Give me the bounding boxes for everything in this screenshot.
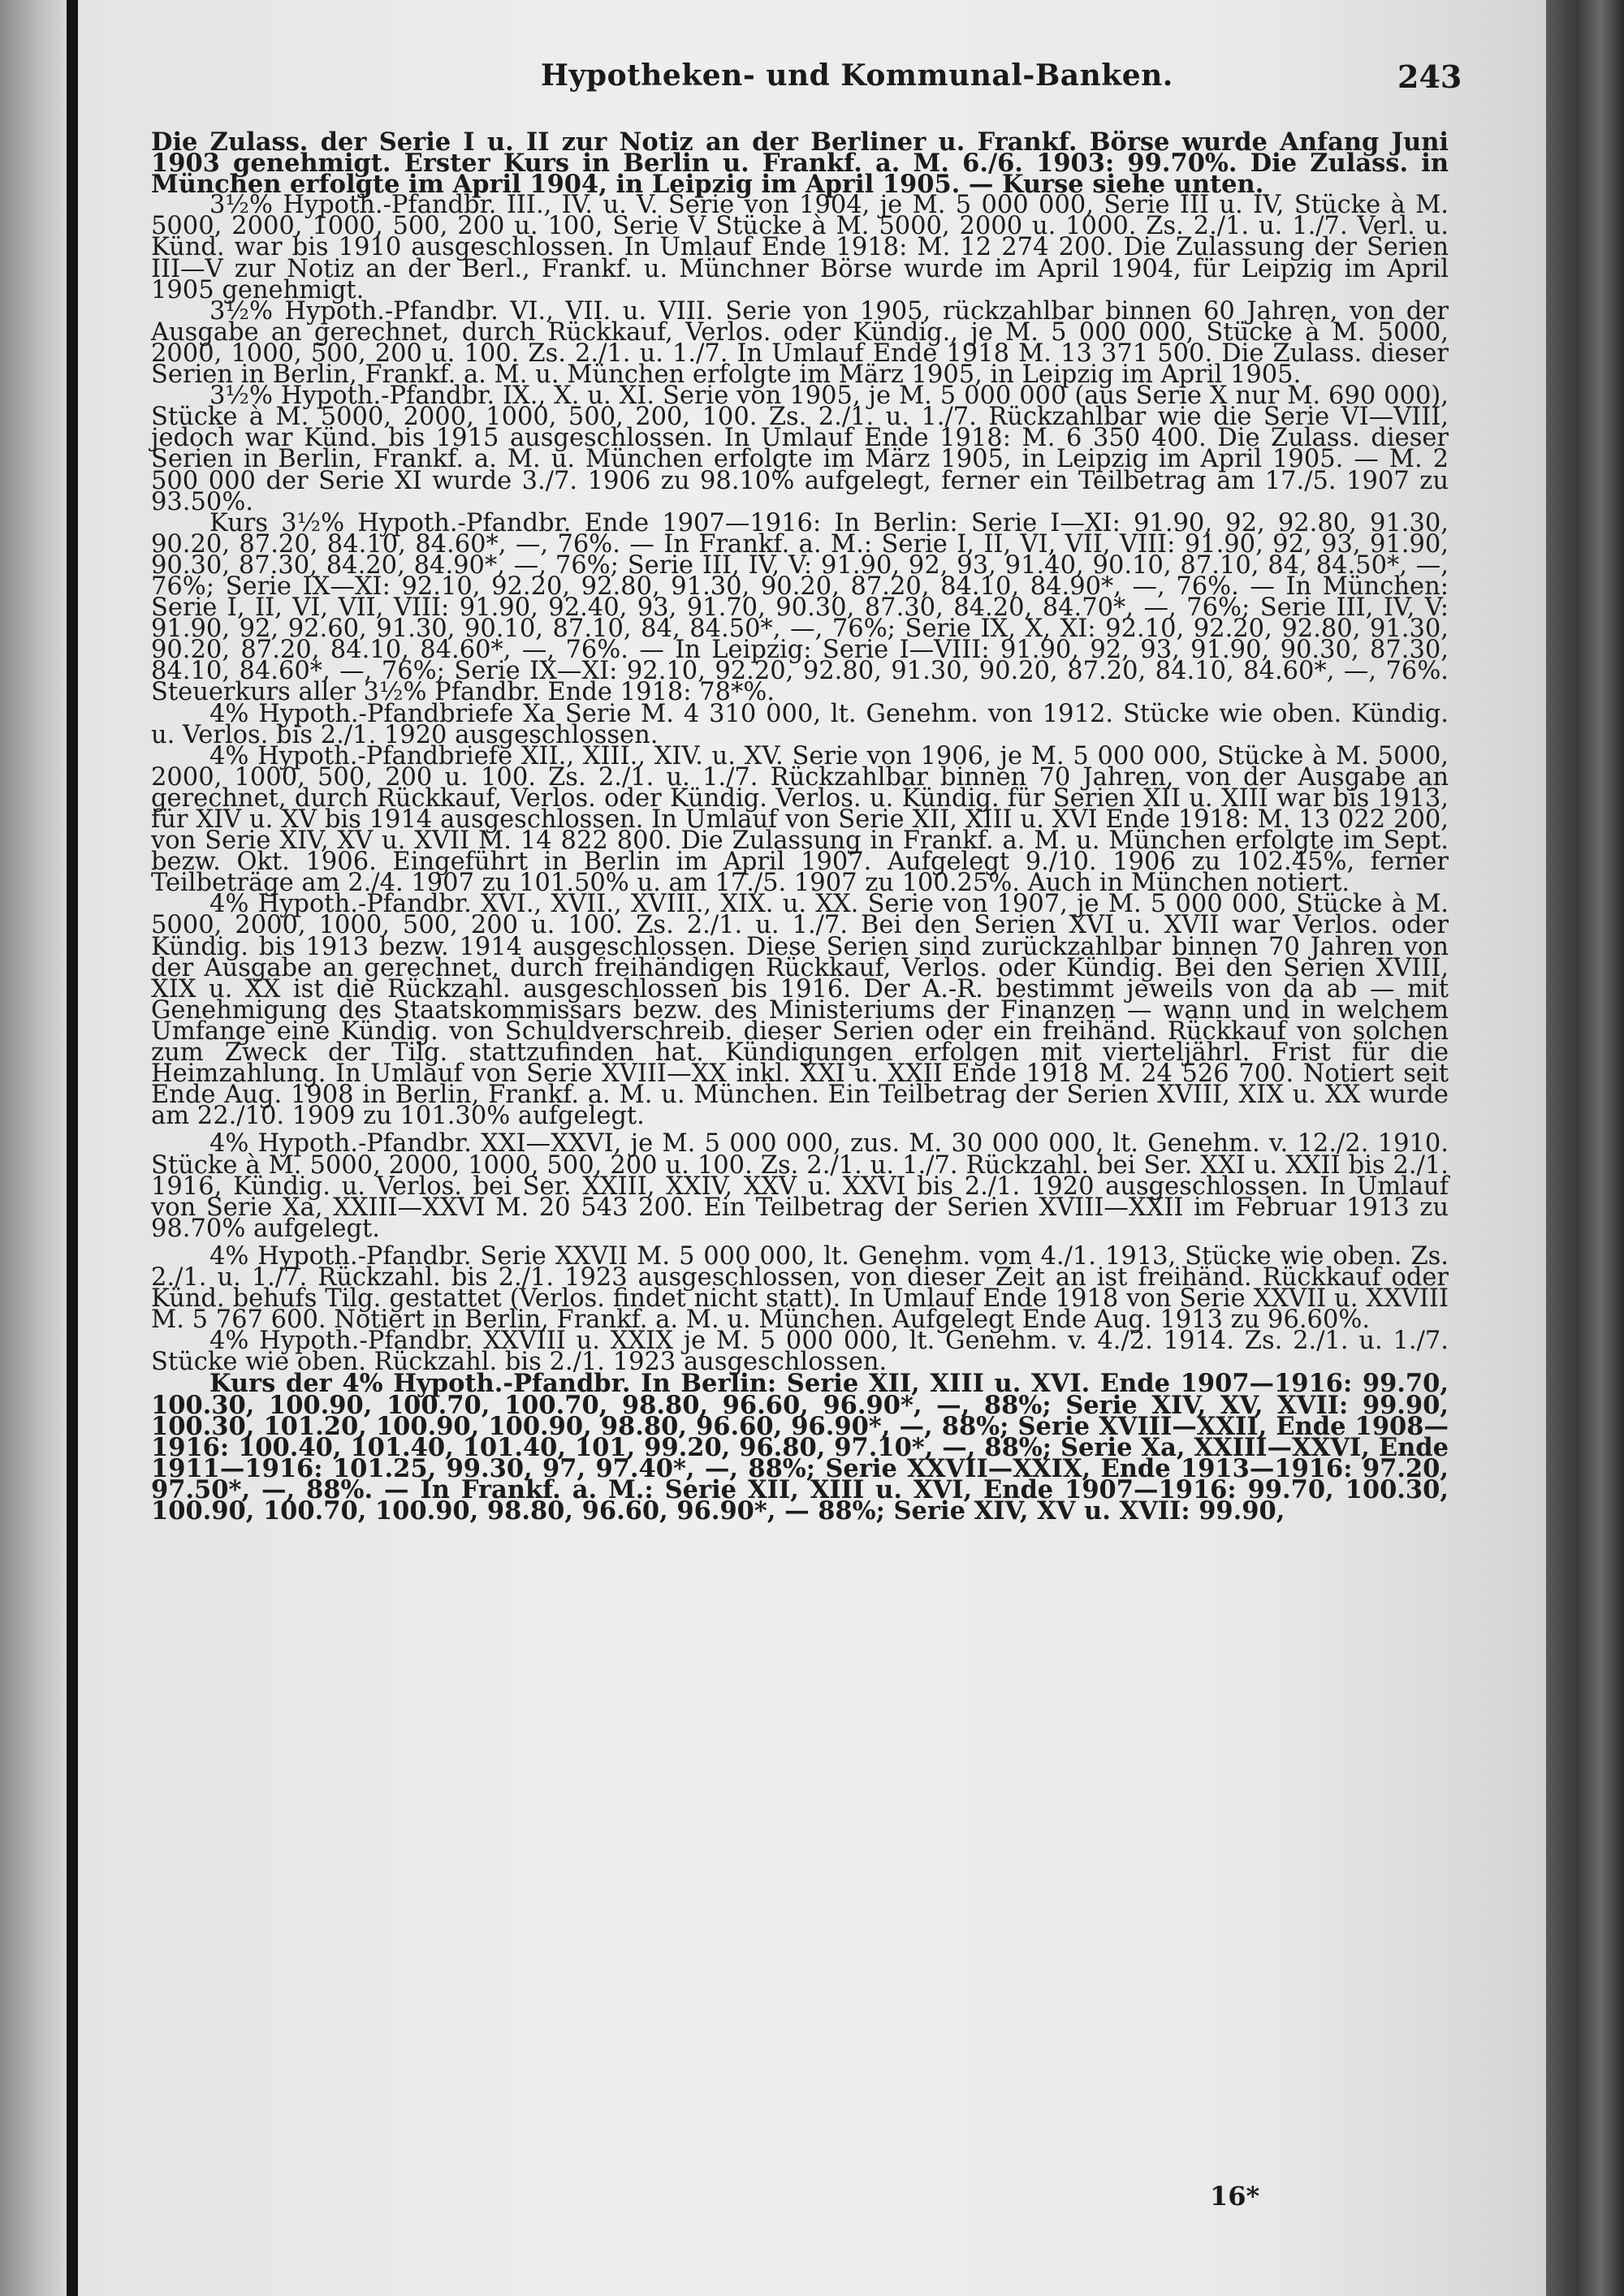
page-number: 243	[1397, 58, 1462, 95]
paragraph-kurs-4: Kurs der 4% Hypoth.-Pfandbr. In Berlin: Serie XII, XIII u. XVI. Ende 1907—1916: 99.70, 100.30, 100.90, 100.70, 100.70, 98.80, 96.60, 96.90*, —, 88%; Serie XIV, XV, XVII: 99.90, 100.30, 101.20, 100.90, 100.90, 98.80, 96.60, 96.90*, —, 88%; Serie XVIII—XXII, Ende 1908—1916: 100.40, 101.40, 101.40, 101, 99.20, 96.80, 97.10*, —, 88%; Serie Xa, XXIII—XXVI, Ende 1911—1916: 101.25, 99.30, 97, 97.40*, —, 88%; Serie XXVII—XXIX, Ende 1913—1916: 97.20, 97.50*, —, 88%. — In Frankf. a. M.: Serie XII, XIII u. XVI, Ende 1907—1916: 99.70, 100.30, 100.90, 100.70, 100.90, 98.80, 96.60, 96.90*, — 88%; Serie XIV, XV u. XVII: 99.90,	[151, 1369, 1449, 1526]
body-text	[151, 127, 1449, 1526]
running-title: Hypotheken- und Kommunal-Banken.	[541, 58, 1173, 93]
adjacent-page-strip	[0, 0, 67, 2296]
paragraph-series-xxi-xxvi: 4% Hypoth.-Pfandbr. XXI—XXVI, je M. 5 000 000, zus. M. 30 000 000, lt. Genehm. v. 12./2. 1910. Stücke à M. 5000, 2000, 1000, 500, 200 u. 100. Zs. 2./1. u. 1./7. Rückzahl. bei Ser. XXI u. XXII bis 2./1. 1916, Kündig. u. Verlos. bei Ser. XXIII, XXIV, XXV u. XXVI bis 2./1. 1920 ausgeschlossen. In Umlauf von Serie Xa, XXIII—XXVI M. 20 543 200. Ein Teilbetrag der Serien XVIII—XXII im Februar 1913 zu 98.70% aufgelegt.	[151, 1129, 1449, 1243]
paragraph-zulassung: Die Zulass. der Serie I u. II zur Notiz an der Berliner u. Frankf. Börse wurde Anfang Juni 1903 genehmigt. Erster Kurs in Berlin u. Frankf. a. M. 6./6. 1903: 99.70%. Die Zulass. in München erfolgte im April 1904, in Leipzig im April 1905. — Kurse siehe unten.	[151, 127, 1449, 200]
running-header	[78, 55, 1462, 104]
paragraph-series-ix-xi: 3½% Hypoth.-Pfandbr. IX., X. u. XI. Serie von 1905, je M. 5 000 000 (aus Serie X nur M. 690 000), Stücke à M. 5000, 2000, 1000, 500, 200, 100. Zs. 2./1. u. 1./7. Rückzahlbar wie die Serie VI—VIII, jedoch war Künd. bis 1915 ausgeschlossen. In Umlauf Ende 1918: M. 6 350 400. Die Zulass. dieser Serien in Berlin, Frankf. a. M. u. München erfolgte im März 1905, in Leipzig im April 1905. — M. 2 500 000 der Serie XI wurde 3./7. 1906 zu 98.10% aufgelegt, ferner ein Teilbetrag am 17./5. 1907 zu 93.50%.	[151, 382, 1449, 516]
paragraph-series-xvi-xx: 4% Hypoth.-Pfandbr. XVI., XVII., XVIII., XIX. u. XX. Serie von 1907, je M. 5 000 000, Stücke à M. 5000, 2000, 1000, 500, 200 u. 100. Zs. 2./1. u. 1./7. Bei den Serien XVI u. XVII war Verlos. oder Kündig. bis 1913 bezw. 1914 ausgeschlossen. Diese Serien sind zurückzahlbar binnen 70 Jahren von der Ausgabe an gerechnet, durch freihändigen Rückkauf, Verlos. oder Kündig. Bei den Serien XVIII, XIX u. XX ist die Rückzahl. ausgeschlossen bis 1916. Der A.-R. bestimmt jeweils von da ab — mit Genehmigung des Staatskommissars bezw. des Ministeriums der Finanzen — wann und in welchem Umfange eine Kündig. von Schuldverschreib. dieser Serien oder ein freihänd. Rückkauf von solchen zum Zweck der Tilg. stattzufinden hat. Kündigungen erfolgen mit vierteljährl. Frist für die Heimzahlung. In Umlauf von Serie XVIII—XX inkl. XXI u. XXII Ende 1918 M. 24 526 700. Notiert seit Ende Aug. 1908 in Berlin, Frankf. a. M. u. München. Ein Teilbetrag der Serien XVIII, XIX u. XX wurde am 22./10. 1909 zu 101.30% aufgelegt.	[151, 890, 1449, 1131]
paragraph-series-xxvii: 4% Hypoth.-Pfandbr. Serie XXVII M. 5 000 000, lt. Genehm. vom 4./1. 1913, Stücke wie oben. Zs. 2./1. u. 1./7. Rückzahl. bis 2./1. 1923 ausgeschlossen, von dieser Zeit an ist freihänd. Rückkauf oder Künd. behufs Tilg. gestattet (Verlos. findet nicht statt). In Umlauf Ende 1918 von Serie XXVII u. XXVIII M. 5 767 600. Notiert in Berlin, Frankf. a. M. u. München. Aufgelegt Ende Aug. 1913 zu 96.60%.	[151, 1241, 1449, 1335]
paragraph-series-xa: 4% Hypoth.-Pfandbriefe Xa Serie M. 4 310 000, lt. Genehm. von 1912. Stücke wie oben. Kündig. u. Verlos. bis 2./1. 1920 ausgeschlossen.	[151, 699, 1449, 749]
paragraph-series-vi-viii: 3½% Hypoth.-Pfandbr. VI., VII. u. VIII. Serie von 1905, rückzahlbar binnen 60 Jahren, von der Ausgabe an gerechnet, durch Rückkauf, Verlos. oder Kündig., je M. 5 000 000, Stücke à M. 5000, 2000, 1000, 500, 200 u. 100. Zs. 2./1. u. 1./7. In Umlauf Ende 1918 M. 13 371 500. Die Zulass. dieser Serien in Berlin, Frankf. a. M. u. München erfolgte im März 1905, in Leipzig im April 1905.	[151, 296, 1449, 390]
book-spine-shadow	[67, 0, 78, 2296]
sheet-signature: 16*	[1210, 2181, 1260, 2212]
paragraph-kurs-3-5: Kurs 3½% Hypoth.-Pfandbr. Ende 1907—1916: In Berlin: Serie I—XI: 91.90, 92, 92.80, 91.30, 90.20, 87.20, 84.10, 84.60*, —, 76%. — In Frankf. a. M.: Serie I, II, VI, VII, VIII: 91.90, 92, 93, 91.90, 90.30, 87.30, 84.20, 84.90*, —, 76%; Serie III, IV, V: 91.90, 92, 93, 91.40, 90.10, 87.10, 84, 84.50*, —, 76%; Serie IX—XI: 92.10, 92.20, 92.80, 91.30, 90.20, 87.20, 84.10, 84.90*, —, 76%. — In München: Serie I, II, VI, VII, VIII: 91.90, 92.40, 93, 91.70, 90.30, 87.30, 84.20, 84.70*, —, 76%; Serie III, IV, V: 91.90, 92, 92.60, 91.30, 90.10, 87.10, 84, 84.50*, —, 76%; Serie IX, X, XI: 92.10, 92.20, 92.80, 91.30, 90.20, 87.20, 84.10, 84.60*, —, 76%. — In Leipzig: Serie I—VIII: 91.90, 92, 93, 91.90, 90.30, 87.30, 84.10, 84.60*, —, 76%; Serie IX—XI: 92.10, 92.20, 92.80, 91.30, 90.20, 87.20, 84.10, 84.60*, —, 76%. Steuerkurs aller 3½% Pfandbr. Ende 1918: 78*%.	[151, 508, 1449, 707]
paragraph-series-iii-v: 3½% Hypoth.-Pfandbr. III., IV. u. V. Serie von 1904, je M. 5 000 000, Serie III u. IV, Stücke à M. 5000, 2000, 1000, 500, 200 u. 100, Serie V Stücke à M. 5000, 2000 u. 1000. Zs. 2./1. u. 1./7. Verl. u. Künd. war bis 1910 ausgeschlossen. In Umlauf Ende 1918: M. 12 274 200. Die Zulassung der Serien III—V zur Notiz an der Berl., Frankf. u. Münchner Börse wurde im April 1904, für Leipzig im April 1905 genehmigt.	[151, 191, 1449, 304]
paragraph-series-xii-xv: 4% Hypoth.-Pfandbriefe XII., XIII., XIV. u. XV. Serie von 1906, je M. 5 000 000, Stücke à M. 5000, 2000, 1000, 500, 200 u. 100. Zs. 2./1. u. 1./7. Rückzahlbar binnen 70 Jahren, von der Ausgabe an gerechnet, durch Rückkauf, Verlos. oder Kündig. Verlos. u. Kündig. für Serien XII u. XIII war bis 1913, für XIV u. XV bis 1914 ausgeschlossen. In Umlauf von Serie XII, XIII u. XVI Ende 1918: M. 13 022 200, von Serie XIV, XV u. XVII M. 14 822 800. Die Zulassung in Frankf. a. M. u. München erfolgte im Sept. bezw. Okt. 1906. Eingeführt in Berlin im April 1907. Aufgelegt 9./10. 1906 zu 102.45%, ferner Teilbeträge am 2./4. 1907 zu 101.50% u. am 17./5. 1907 zu 100.25%. Auch in München notiert.	[151, 741, 1449, 898]
paragraph-series-xxviii-xxix: 4% Hypoth.-Pfandbr. XXVIII u. XXIX je M. 5 000 000, lt. Genehm. v. 4./2. 1914. Zs. 2./1. u. 1./7. Stücke wie oben. Rückzahl. bis 2./1. 1923 ausgeschlossen.	[151, 1327, 1449, 1377]
page-right-edge	[1546, 0, 1624, 2296]
